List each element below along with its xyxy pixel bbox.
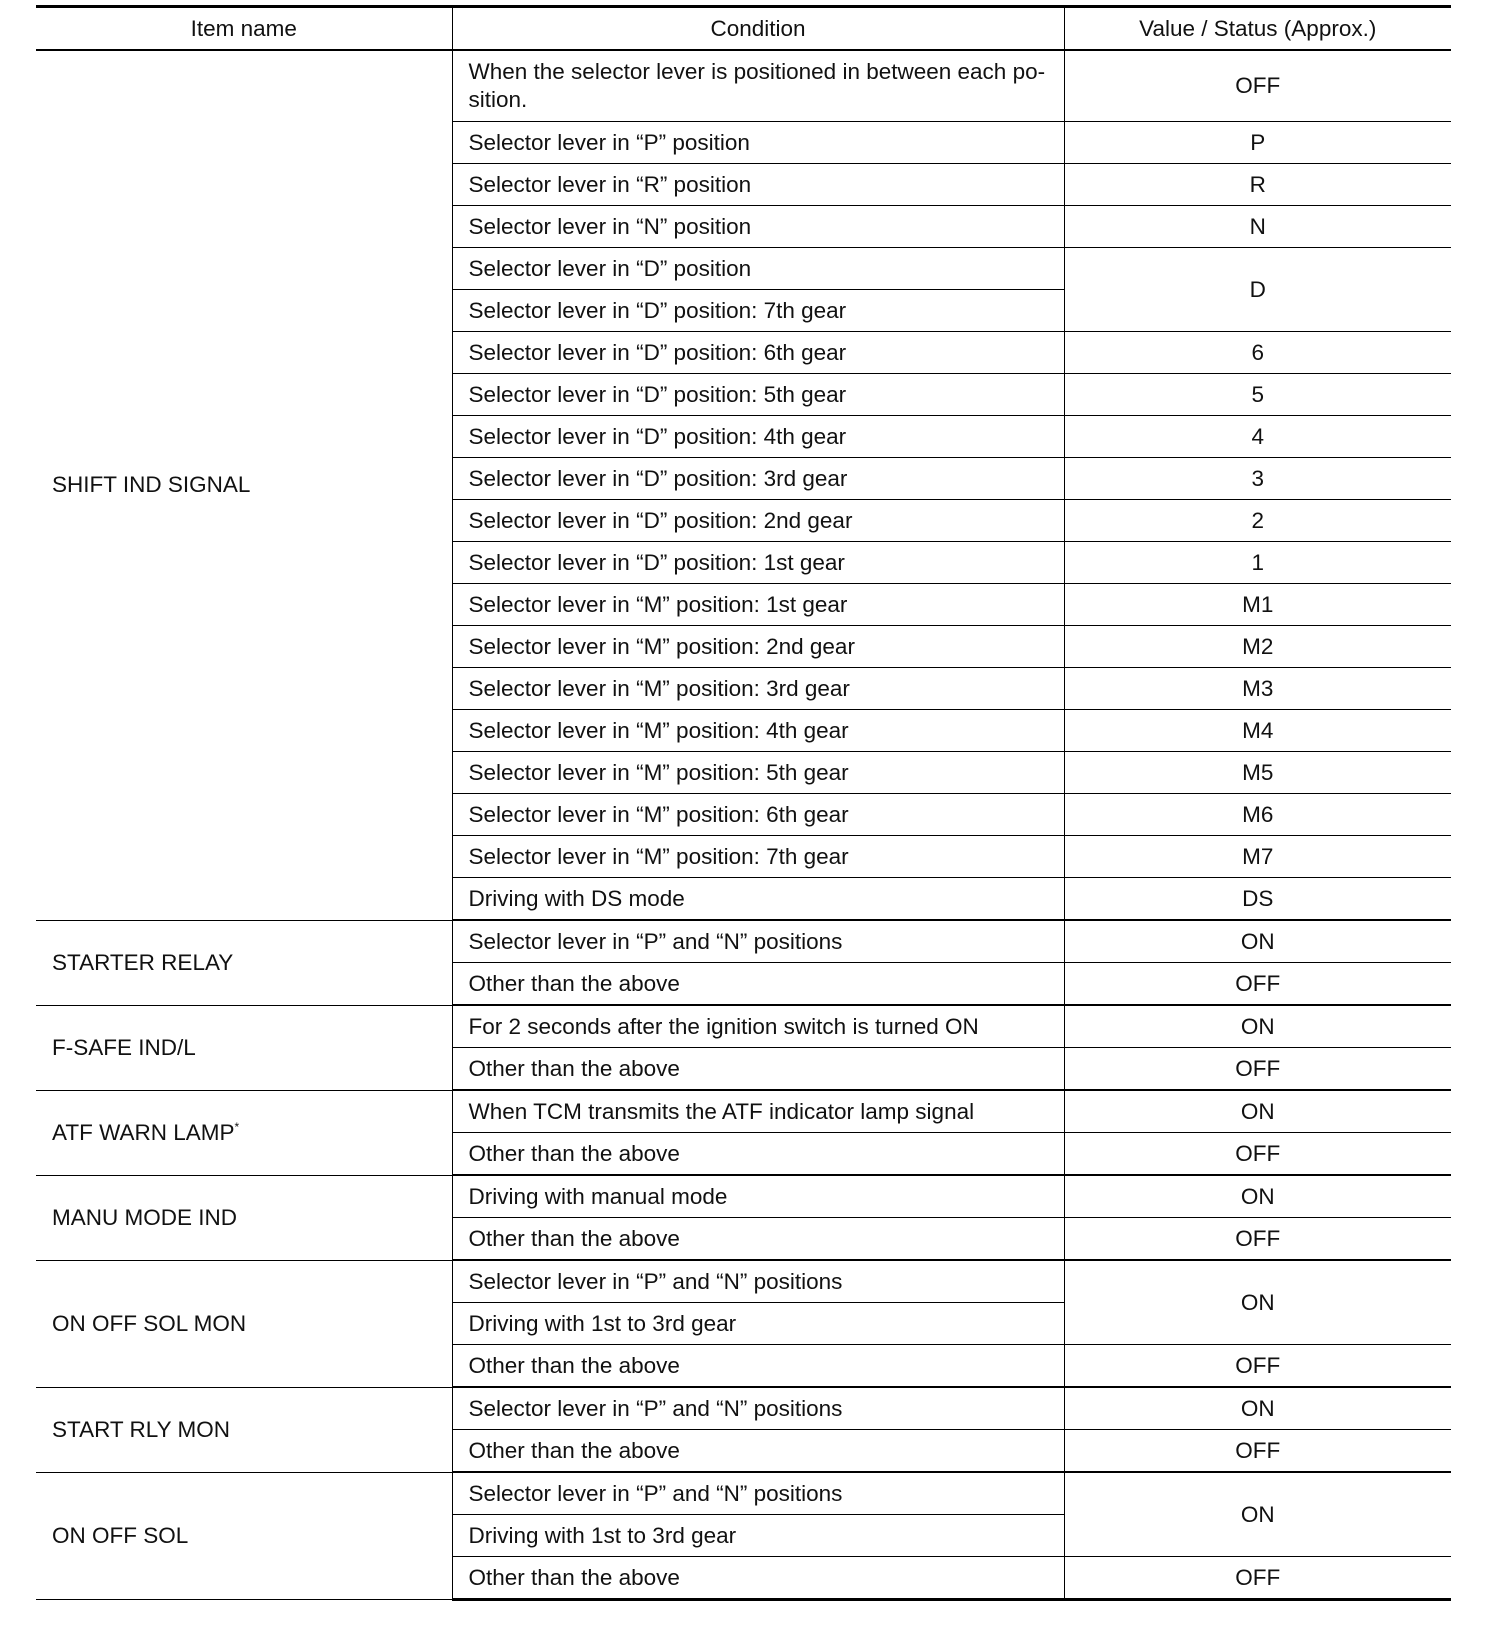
condition-cell: Selector lever in “M” position: 3rd gear <box>452 668 1064 710</box>
value-cell: OFF <box>1064 1218 1451 1261</box>
condition-cell: Other than the above <box>452 1133 1064 1176</box>
value-cell: M7 <box>1064 836 1451 878</box>
value-cell: OFF <box>1064 1557 1451 1600</box>
table-row <box>36 1005 1451 1048</box>
condition-cell: Selector lever in “R” position <box>452 164 1064 206</box>
item-on-off-sol-mon: ON OFF SOL MON <box>36 1260 452 1387</box>
item-on-off-sol: ON OFF SOL <box>36 1472 452 1600</box>
condition-cell: Driving with 1st to 3rd gear <box>452 1303 1064 1345</box>
condition-cell: Other than the above <box>452 1218 1064 1261</box>
value-cell: DS <box>1064 878 1451 921</box>
item-starter-relay: STARTER RELAY <box>36 920 452 1005</box>
condition-cell: Selector lever in “D” position: 4th gear <box>452 416 1064 458</box>
condition-cell: Selector lever in “D” position: 2nd gear <box>452 500 1064 542</box>
condition-cell: Selector lever in “D” position: 1st gear <box>452 542 1064 584</box>
item-start-rly-mon: START RLY MON <box>36 1387 452 1472</box>
item-atf-warn-lamp-label: ATF WARN LAMP <box>52 1119 235 1145</box>
table-row <box>36 920 1451 963</box>
value-cell: M4 <box>1064 710 1451 752</box>
value-cell: M5 <box>1064 752 1451 794</box>
condition-cell: Selector lever in “P” and “N” positions <box>452 1387 1064 1430</box>
condition-cell: Selector lever in “M” position: 4th gear <box>452 710 1064 752</box>
table-row <box>36 1472 1451 1515</box>
condition-cell: Selector lever in “P” and “N” positions <box>452 1260 1064 1303</box>
value-cell: 4 <box>1064 416 1451 458</box>
value-cell: 1 <box>1064 542 1451 584</box>
value-cell: ON <box>1064 1005 1451 1048</box>
footnote-mark: * <box>234 1119 240 1134</box>
condition-cell: When TCM transmits the ATF indicator lamp signal <box>452 1090 1064 1133</box>
value-cell: OFF <box>1064 50 1451 122</box>
condition-cell: Selector lever in “M” position: 6th gear <box>452 794 1064 836</box>
value-cell: 5 <box>1064 374 1451 416</box>
condition-cell: Selector lever in “N” position <box>452 206 1064 248</box>
condition-cell: Driving with manual mode <box>452 1175 1064 1218</box>
value-cell: OFF <box>1064 1345 1451 1388</box>
condition-cell: Driving with 1st to 3rd gear <box>452 1515 1064 1557</box>
header-condition: Condition <box>452 7 1064 51</box>
value-cell: ON <box>1064 1472 1451 1557</box>
item-manu-mode-ind: MANU MODE IND <box>36 1175 452 1260</box>
value-cell: ON <box>1064 1175 1451 1218</box>
value-cell: OFF <box>1064 1133 1451 1176</box>
value-cell: P <box>1064 122 1451 164</box>
table-row <box>36 1387 1451 1430</box>
value-cell: M3 <box>1064 668 1451 710</box>
condition-cell: Selector lever in “M” position: 5th gear <box>452 752 1064 794</box>
condition-cell: Selector lever in “M” position: 7th gear <box>452 836 1064 878</box>
table-row <box>36 1260 1451 1303</box>
value-cell: 2 <box>1064 500 1451 542</box>
condition-cell: Selector lever in “D” position <box>452 248 1064 290</box>
value-cell: OFF <box>1064 1048 1451 1091</box>
value-cell: OFF <box>1064 963 1451 1006</box>
value-cell: 3 <box>1064 458 1451 500</box>
header-row <box>36 7 1451 51</box>
condition-cell: Other than the above <box>452 1048 1064 1091</box>
value-cell: OFF <box>1064 1430 1451 1473</box>
value-cell: N <box>1064 206 1451 248</box>
table-row <box>36 1175 1451 1218</box>
item-atf-warn-lamp <box>36 1090 452 1175</box>
condition-cell: Selector lever in “M” position: 2nd gear <box>452 626 1064 668</box>
condition-cell: Selector lever in “D” position: 6th gear <box>452 332 1064 374</box>
condition-cell: Selector lever in “D” position: 7th gear <box>452 290 1064 332</box>
condition-cell: Other than the above <box>452 963 1064 1006</box>
condition-cell: Selector lever in “P” and “N” positions <box>452 920 1064 963</box>
item-f-safe-ind-l: F-SAFE IND/L <box>36 1005 452 1090</box>
condition-cell: Driving with DS mode <box>452 878 1064 921</box>
value-cell: ON <box>1064 1387 1451 1430</box>
condition-cell: Selector lever in “P” position <box>452 122 1064 164</box>
value-cell: M2 <box>1064 626 1451 668</box>
table-row <box>36 50 1451 122</box>
condition-cell: Selector lever in “D” position: 5th gear <box>452 374 1064 416</box>
condition-cell: Selector lever in “D” position: 3rd gear <box>452 458 1064 500</box>
header-value-status: Value / Status (Approx.) <box>1064 7 1451 51</box>
condition-cell: Other than the above <box>452 1345 1064 1388</box>
condition-cell: Selector lever in “M” position: 1st gear <box>452 584 1064 626</box>
condition-cell: For 2 seconds after the ignition switch is turned ON <box>452 1005 1064 1048</box>
condition-cell: When the selector lever is positioned in between each po-sition. <box>452 50 1064 122</box>
condition-cell: Selector lever in “P” and “N” positions <box>452 1472 1064 1515</box>
value-status-table <box>36 5 1451 1601</box>
value-cell: R <box>1064 164 1451 206</box>
value-cell: ON <box>1064 1090 1451 1133</box>
value-cell: 6 <box>1064 332 1451 374</box>
value-cell: ON <box>1064 920 1451 963</box>
condition-cell: Other than the above <box>452 1430 1064 1473</box>
table-row <box>36 1090 1451 1133</box>
value-cell: ON <box>1064 1260 1451 1345</box>
value-cell: M6 <box>1064 794 1451 836</box>
header-item-name: Item name <box>36 7 452 51</box>
value-cell: D <box>1064 248 1451 332</box>
condition-cell: Other than the above <box>452 1557 1064 1600</box>
value-cell: M1 <box>1064 584 1451 626</box>
item-shift-ind-signal: SHIFT IND SIGNAL <box>36 50 452 920</box>
